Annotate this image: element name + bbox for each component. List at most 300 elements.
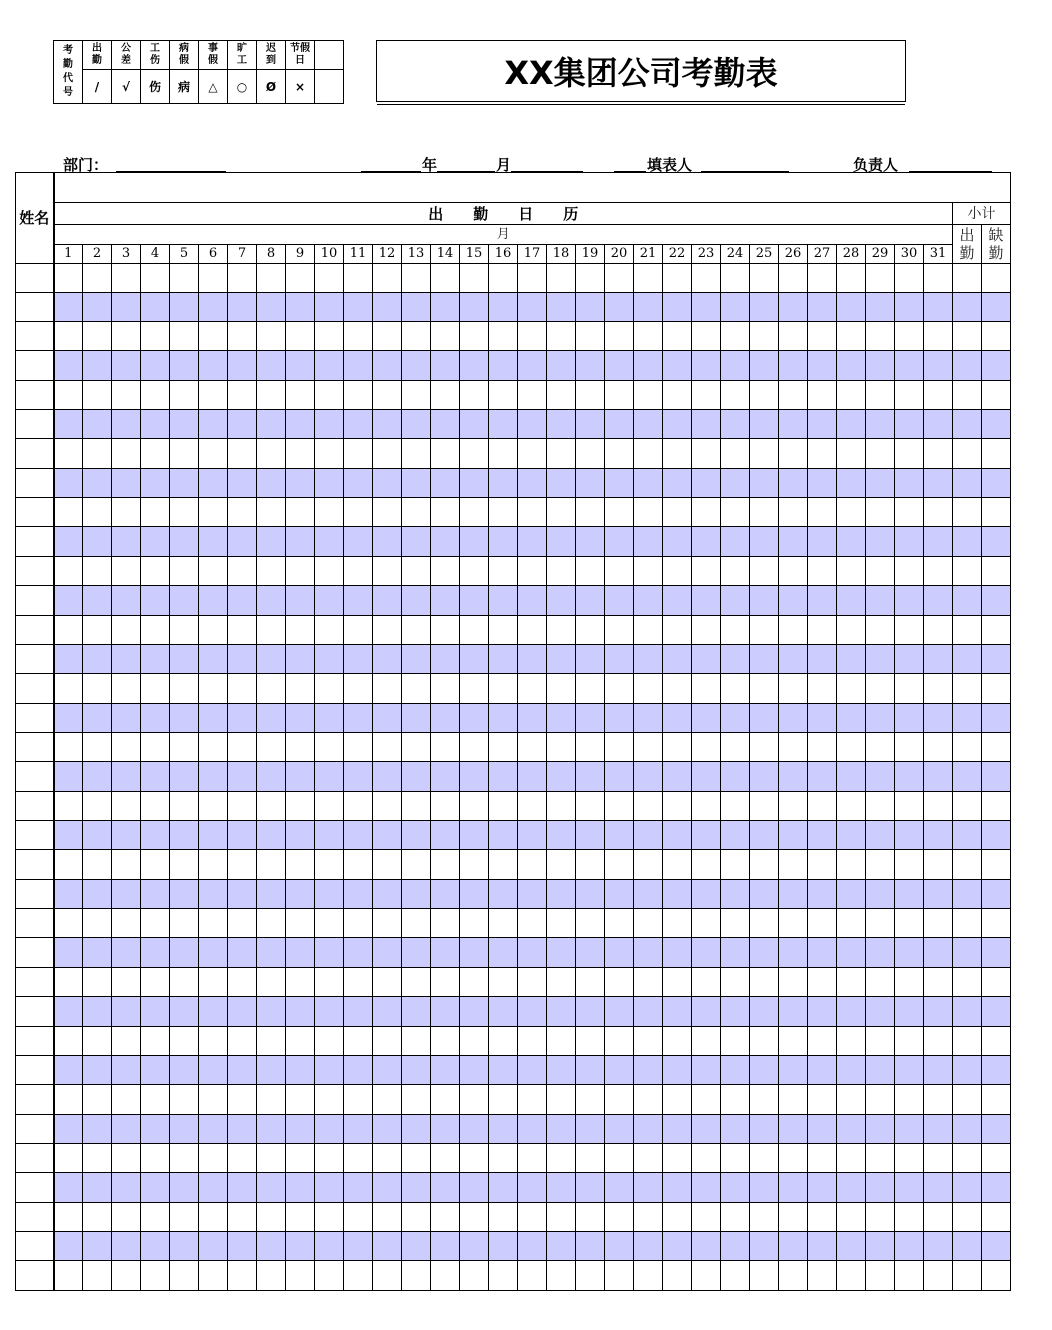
day-cell[interactable] [489,1203,518,1232]
day-cell[interactable] [286,1261,315,1291]
day-cell[interactable] [895,557,924,586]
day-cell[interactable] [170,938,199,968]
day-cell[interactable] [402,469,431,498]
day-cell[interactable] [779,527,808,557]
day-cell[interactable] [315,733,344,762]
day-cell[interactable] [460,498,489,527]
employee-name-cell[interactable] [16,1203,54,1232]
day-cell[interactable] [634,498,663,527]
day-cell[interactable] [895,527,924,557]
day-cell[interactable] [837,704,866,733]
day-cell[interactable] [286,586,315,616]
day-cell[interactable] [547,674,576,704]
day-cell[interactable] [547,1232,576,1261]
day-cell[interactable] [431,704,460,733]
day-cell[interactable] [460,1115,489,1144]
day-cell[interactable] [460,938,489,968]
day-cell[interactable] [518,586,547,616]
day-cell[interactable] [344,704,373,733]
day-cell[interactable] [315,880,344,909]
day-cell[interactable] [895,938,924,968]
day-cell[interactable] [228,410,257,439]
day-cell[interactable] [750,616,779,645]
day-cell[interactable] [808,997,837,1027]
day-cell[interactable] [489,322,518,351]
day-cell[interactable] [866,557,895,586]
employee-name-cell[interactable] [16,351,54,381]
day-cell[interactable] [344,322,373,351]
day-cell[interactable] [373,322,402,351]
day-cell[interactable] [460,527,489,557]
day-cell[interactable] [721,909,750,938]
day-cell[interactable] [199,527,228,557]
day-cell[interactable] [866,1173,895,1203]
day-cell[interactable] [750,1232,779,1261]
day-cell[interactable] [547,1085,576,1115]
attendance-total-cell[interactable] [953,469,982,498]
day-cell[interactable] [866,1203,895,1232]
day-cell[interactable] [808,792,837,821]
day-cell[interactable] [750,586,779,616]
day-cell[interactable] [228,704,257,733]
day-cell[interactable] [924,733,953,762]
day-cell[interactable] [663,674,692,704]
day-cell[interactable] [576,704,605,733]
day-cell[interactable] [199,1056,228,1085]
day-cell[interactable] [547,616,576,645]
day-cell[interactable] [460,1261,489,1291]
attendance-total-cell[interactable] [953,704,982,733]
day-cell[interactable] [402,1085,431,1115]
day-cell[interactable] [489,968,518,997]
day-cell[interactable] [489,1144,518,1173]
day-cell[interactable] [605,527,634,557]
day-cell[interactable] [402,968,431,997]
day-cell[interactable] [460,1232,489,1261]
day-cell[interactable] [924,351,953,381]
day-cell[interactable] [866,938,895,968]
day-cell[interactable] [460,821,489,850]
day-cell[interactable] [141,1173,170,1203]
day-cell[interactable] [431,850,460,880]
day-cell[interactable] [460,792,489,821]
day-cell[interactable] [547,557,576,586]
day-cell[interactable] [286,1203,315,1232]
day-cell[interactable] [402,909,431,938]
attendance-total-cell[interactable] [953,1056,982,1085]
day-cell[interactable] [112,821,141,850]
day-cell[interactable] [837,498,866,527]
day-cell[interactable] [605,1115,634,1144]
day-cell[interactable] [518,1261,547,1291]
day-cell[interactable] [257,498,286,527]
day-cell[interactable] [779,880,808,909]
employee-name-cell[interactable] [16,821,54,850]
day-cell[interactable] [866,792,895,821]
day-cell[interactable] [286,1027,315,1056]
day-cell[interactable] [112,1203,141,1232]
day-cell[interactable] [634,1261,663,1291]
day-cell[interactable] [895,1203,924,1232]
day-cell[interactable] [112,792,141,821]
day-cell[interactable] [924,557,953,586]
day-cell[interactable] [605,264,634,293]
day-cell[interactable] [315,1085,344,1115]
absence-total-cell[interactable] [982,938,1011,968]
day-cell[interactable] [286,1144,315,1173]
day-cell[interactable] [228,1173,257,1203]
day-cell[interactable] [692,293,721,322]
day-cell[interactable] [373,645,402,674]
day-cell[interactable] [489,293,518,322]
day-cell[interactable] [315,322,344,351]
day-cell[interactable] [518,1056,547,1085]
day-cell[interactable] [257,704,286,733]
day-cell[interactable] [373,704,402,733]
day-cell[interactable] [576,586,605,616]
day-cell[interactable] [141,1144,170,1173]
day-cell[interactable] [779,1173,808,1203]
day-cell[interactable] [779,968,808,997]
day-cell[interactable] [634,1203,663,1232]
day-cell[interactable] [605,586,634,616]
day-cell[interactable] [895,381,924,410]
day-cell[interactable] [605,469,634,498]
day-cell[interactable] [924,586,953,616]
day-cell[interactable] [344,469,373,498]
day-cell[interactable] [460,1085,489,1115]
day-cell[interactable] [54,733,83,762]
day-cell[interactable] [460,381,489,410]
day-cell[interactable] [373,616,402,645]
day-cell[interactable] [547,322,576,351]
day-cell[interactable] [54,1056,83,1085]
day-cell[interactable] [83,909,112,938]
day-cell[interactable] [605,938,634,968]
day-cell[interactable] [431,586,460,616]
day-cell[interactable] [866,381,895,410]
day-cell[interactable] [431,381,460,410]
day-cell[interactable] [692,322,721,351]
day-cell[interactable] [837,527,866,557]
day-cell[interactable] [547,1261,576,1291]
day-cell[interactable] [750,645,779,674]
employee-name-cell[interactable] [16,733,54,762]
day-cell[interactable] [692,1232,721,1261]
day-cell[interactable] [257,586,286,616]
day-cell[interactable] [547,1173,576,1203]
day-cell[interactable] [489,909,518,938]
day-cell[interactable] [489,850,518,880]
day-cell[interactable] [866,469,895,498]
day-cell[interactable] [634,733,663,762]
day-cell[interactable] [170,469,199,498]
day-cell[interactable] [286,1085,315,1115]
day-cell[interactable] [605,792,634,821]
day-cell[interactable] [837,586,866,616]
day-cell[interactable] [924,1144,953,1173]
day-cell[interactable] [141,909,170,938]
day-cell[interactable] [518,909,547,938]
day-cell[interactable] [54,674,83,704]
day-cell[interactable] [866,821,895,850]
day-cell[interactable] [663,1085,692,1115]
day-cell[interactable] [112,439,141,469]
day-cell[interactable] [228,498,257,527]
day-cell[interactable] [402,381,431,410]
day-cell[interactable] [344,1203,373,1232]
day-cell[interactable] [663,938,692,968]
day-cell[interactable] [373,1027,402,1056]
day-cell[interactable] [576,968,605,997]
day-cell[interactable] [112,1085,141,1115]
day-cell[interactable] [112,498,141,527]
day-cell[interactable] [460,909,489,938]
day-cell[interactable] [779,1232,808,1261]
day-cell[interactable] [489,1056,518,1085]
day-cell[interactable] [924,1115,953,1144]
day-cell[interactable] [402,586,431,616]
day-cell[interactable] [866,1261,895,1291]
absence-total-cell[interactable] [982,1144,1011,1173]
day-cell[interactable] [257,264,286,293]
day-cell[interactable] [808,909,837,938]
day-cell[interactable] [315,645,344,674]
day-cell[interactable] [373,1115,402,1144]
day-cell[interactable] [112,1173,141,1203]
day-cell[interactable] [924,909,953,938]
day-cell[interactable] [141,821,170,850]
day-cell[interactable] [83,616,112,645]
day-cell[interactable] [315,469,344,498]
day-cell[interactable] [199,645,228,674]
day-cell[interactable] [692,674,721,704]
day-cell[interactable] [257,439,286,469]
day-cell[interactable] [547,586,576,616]
day-cell[interactable] [315,1232,344,1261]
day-cell[interactable] [663,264,692,293]
day-cell[interactable] [431,351,460,381]
day-cell[interactable] [808,850,837,880]
employee-name-cell[interactable] [16,410,54,439]
day-cell[interactable] [721,322,750,351]
attendance-total-cell[interactable] [953,1203,982,1232]
day-cell[interactable] [170,381,199,410]
day-cell[interactable] [373,762,402,792]
day-cell[interactable] [286,1232,315,1261]
day-cell[interactable] [112,616,141,645]
day-cell[interactable] [431,938,460,968]
day-cell[interactable] [750,498,779,527]
day-cell[interactable] [199,381,228,410]
day-cell[interactable] [924,264,953,293]
day-cell[interactable] [721,1115,750,1144]
day-cell[interactable] [112,381,141,410]
day-cell[interactable] [895,850,924,880]
day-cell[interactable] [663,880,692,909]
day-cell[interactable] [489,821,518,850]
day-cell[interactable] [634,1027,663,1056]
day-cell[interactable] [315,1115,344,1144]
day-cell[interactable] [112,997,141,1027]
employee-name-cell[interactable] [16,968,54,997]
day-cell[interactable] [518,1115,547,1144]
day-cell[interactable] [895,1115,924,1144]
day-cell[interactable] [518,410,547,439]
day-cell[interactable] [315,997,344,1027]
day-cell[interactable] [286,1173,315,1203]
day-cell[interactable] [286,557,315,586]
day-cell[interactable] [373,557,402,586]
day-cell[interactable] [576,351,605,381]
day-cell[interactable] [286,938,315,968]
day-cell[interactable] [924,469,953,498]
day-cell[interactable] [402,880,431,909]
day-cell[interactable] [663,997,692,1027]
day-cell[interactable] [779,1056,808,1085]
day-cell[interactable] [170,762,199,792]
day-cell[interactable] [576,469,605,498]
day-cell[interactable] [866,1144,895,1173]
day-cell[interactable] [924,616,953,645]
day-cell[interactable] [692,938,721,968]
day-cell[interactable] [895,498,924,527]
day-cell[interactable] [518,968,547,997]
day-cell[interactable] [721,1203,750,1232]
day-cell[interactable] [692,351,721,381]
day-cell[interactable] [83,704,112,733]
day-cell[interactable] [837,557,866,586]
day-cell[interactable] [402,498,431,527]
day-cell[interactable] [692,1261,721,1291]
employee-name-cell[interactable] [16,498,54,527]
day-cell[interactable] [112,733,141,762]
day-cell[interactable] [402,293,431,322]
day-cell[interactable] [170,821,199,850]
day-cell[interactable] [866,880,895,909]
day-cell[interactable] [431,792,460,821]
day-cell[interactable] [692,880,721,909]
day-cell[interactable] [170,586,199,616]
day-cell[interactable] [228,439,257,469]
day-cell[interactable] [460,557,489,586]
day-cell[interactable] [54,1085,83,1115]
day-cell[interactable] [315,264,344,293]
day-cell[interactable] [344,938,373,968]
day-cell[interactable] [170,439,199,469]
attendance-total-cell[interactable] [953,1027,982,1056]
day-cell[interactable] [286,733,315,762]
day-cell[interactable] [286,645,315,674]
attendance-total-cell[interactable] [953,439,982,469]
day-cell[interactable] [808,1232,837,1261]
day-cell[interactable] [605,704,634,733]
day-cell[interactable] [779,821,808,850]
day-cell[interactable] [605,821,634,850]
day-cell[interactable] [141,704,170,733]
absence-total-cell[interactable] [982,586,1011,616]
day-cell[interactable] [199,880,228,909]
day-cell[interactable] [895,586,924,616]
day-cell[interactable] [228,850,257,880]
employee-name-cell[interactable] [16,645,54,674]
day-cell[interactable] [83,527,112,557]
day-cell[interactable] [228,616,257,645]
day-cell[interactable] [895,792,924,821]
day-cell[interactable] [344,527,373,557]
day-cell[interactable] [489,997,518,1027]
day-cell[interactable] [373,909,402,938]
day-cell[interactable] [779,616,808,645]
day-cell[interactable] [344,821,373,850]
day-cell[interactable] [779,762,808,792]
employee-name-cell[interactable] [16,704,54,733]
day-cell[interactable] [199,792,228,821]
day-cell[interactable] [692,997,721,1027]
day-cell[interactable] [895,968,924,997]
day-cell[interactable] [460,439,489,469]
day-cell[interactable] [837,880,866,909]
day-cell[interactable] [721,1085,750,1115]
day-cell[interactable] [344,498,373,527]
day-cell[interactable] [141,645,170,674]
day-cell[interactable] [199,821,228,850]
day-cell[interactable] [344,733,373,762]
day-cell[interactable] [170,850,199,880]
day-cell[interactable] [518,792,547,821]
day-cell[interactable] [663,821,692,850]
day-cell[interactable] [750,1203,779,1232]
day-cell[interactable] [257,821,286,850]
day-cell[interactable] [141,410,170,439]
day-cell[interactable] [460,1144,489,1173]
day-cell[interactable] [228,557,257,586]
absence-total-cell[interactable] [982,821,1011,850]
day-cell[interactable] [605,616,634,645]
attendance-total-cell[interactable] [953,616,982,645]
day-cell[interactable] [170,264,199,293]
day-cell[interactable] [54,381,83,410]
day-cell[interactable] [141,792,170,821]
employee-name-cell[interactable] [16,1027,54,1056]
day-cell[interactable] [866,733,895,762]
absence-total-cell[interactable] [982,264,1011,293]
day-cell[interactable] [576,674,605,704]
day-cell[interactable] [257,850,286,880]
day-cell[interactable] [257,616,286,645]
day-cell[interactable] [779,997,808,1027]
day-cell[interactable] [634,1144,663,1173]
day-cell[interactable] [54,469,83,498]
day-cell[interactable] [576,1056,605,1085]
day-cell[interactable] [576,850,605,880]
employee-name-cell[interactable] [16,527,54,557]
day-cell[interactable] [692,1027,721,1056]
day-cell[interactable] [286,381,315,410]
day-cell[interactable] [547,351,576,381]
day-cell[interactable] [112,645,141,674]
day-cell[interactable] [866,997,895,1027]
day-cell[interactable] [431,1173,460,1203]
day-cell[interactable] [228,1056,257,1085]
day-cell[interactable] [228,351,257,381]
day-cell[interactable] [460,880,489,909]
day-cell[interactable] [431,616,460,645]
day-cell[interactable] [460,1027,489,1056]
day-cell[interactable] [634,792,663,821]
day-cell[interactable] [402,322,431,351]
day-cell[interactable] [547,469,576,498]
